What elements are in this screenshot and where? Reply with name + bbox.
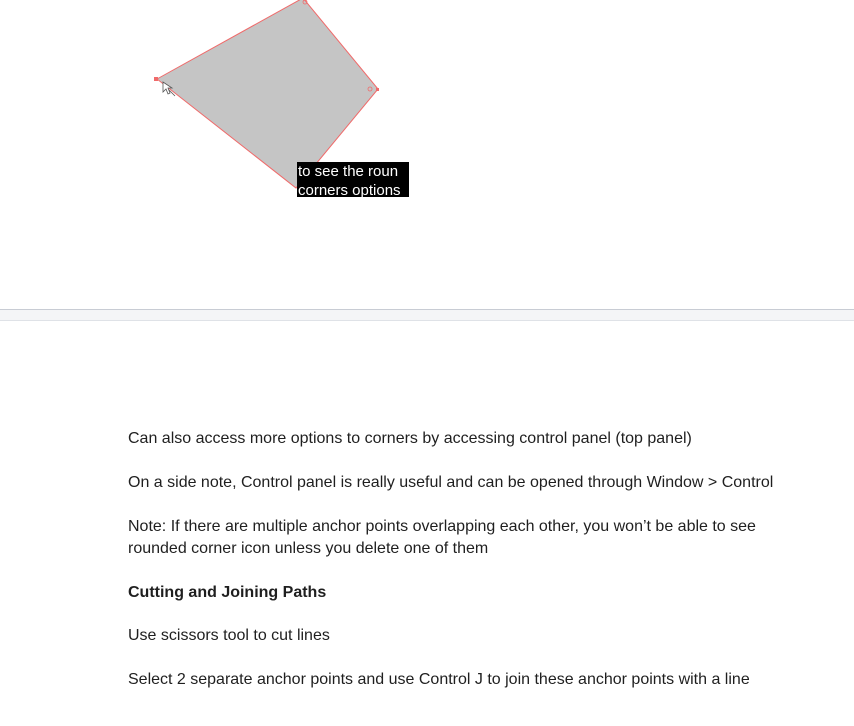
- document-body: [128, 428, 788, 713]
- video-caption-overlay: [297, 162, 409, 197]
- caption-line-1: to see the roun: [298, 163, 399, 180]
- paragraph-side-note: On a side note, Control panel is really useful and can be opened through Window > Control: [128, 474, 774, 491]
- gray-polygon-shape: [157, 0, 378, 188]
- polygon-illustration: [0, 0, 854, 200]
- caption-line-2: corners options: [298, 182, 401, 197]
- anchor-point-right: [376, 88, 379, 91]
- section-heading: Cutting and Joining Paths: [128, 584, 327, 601]
- paragraph-control-panel: Can also access more options to corners by accessing control panel (top panel): [128, 430, 692, 447]
- page-break-gap: [0, 310, 854, 320]
- anchor-point-left: [154, 77, 158, 81]
- paragraph-note-anchor-points: Note: If there are multiple anchor points overlapping each other, you won’t be able to see rounded corner icon unless you delete one of them: [128, 518, 756, 557]
- paragraph-join-anchor-points: Select 2 separate anchor points and use Control J to join these anchor points with a line: [128, 671, 750, 688]
- paragraph-scissors: Use scissors tool to cut lines: [128, 627, 330, 644]
- embedded-image-polygon: [0, 0, 854, 200]
- page-break-bottom-edge: [0, 320, 854, 321]
